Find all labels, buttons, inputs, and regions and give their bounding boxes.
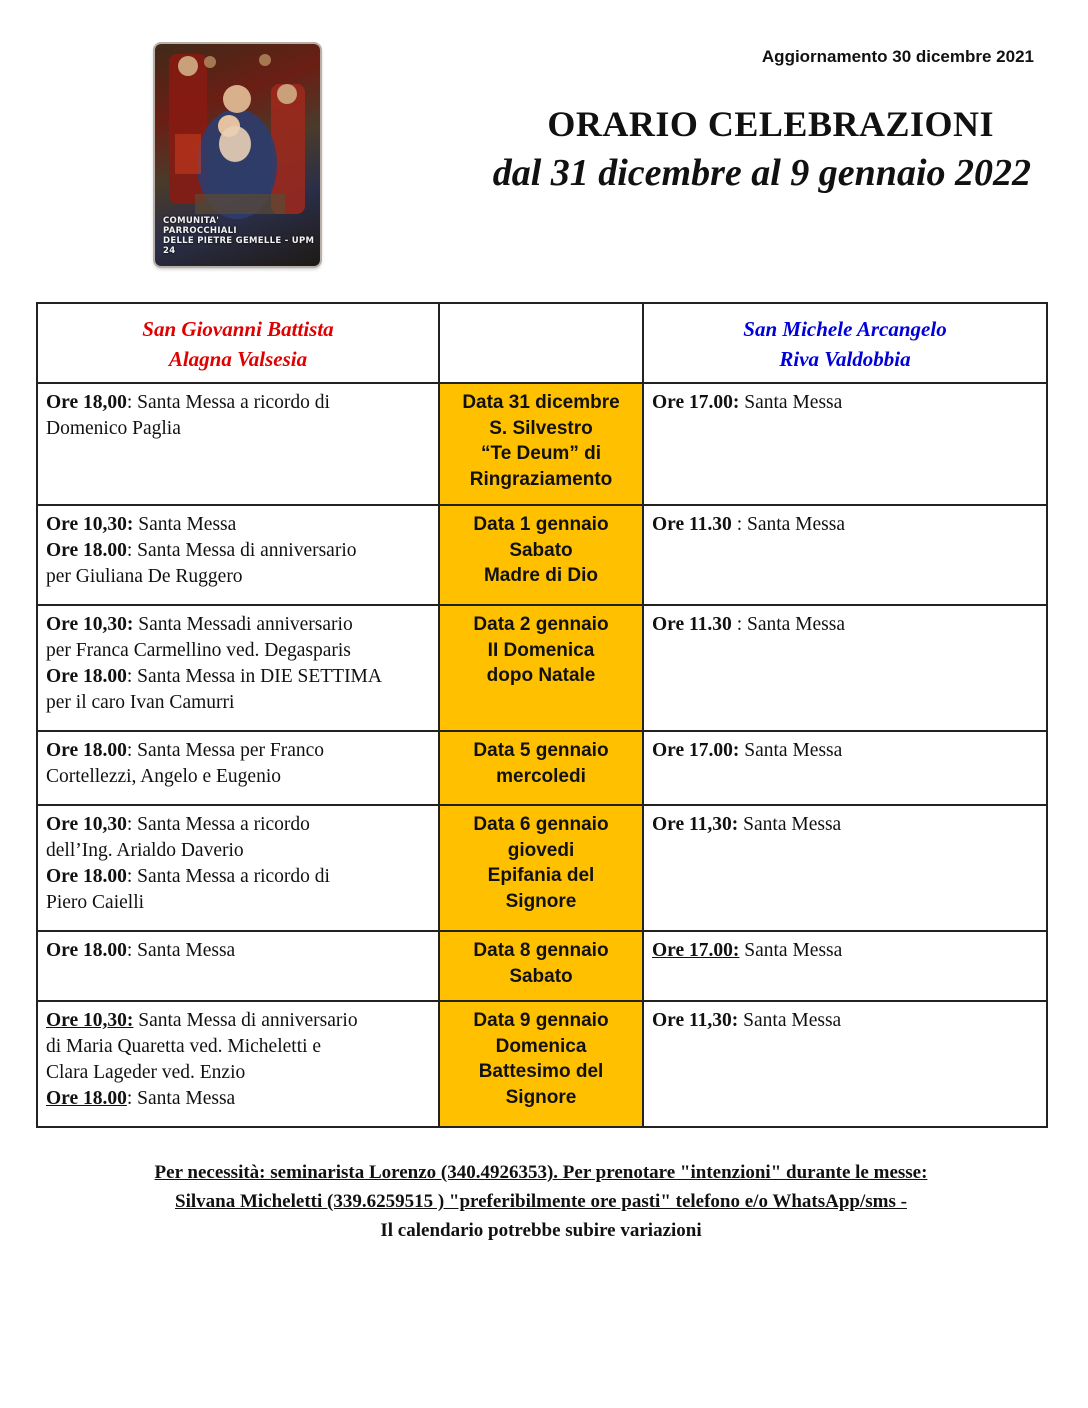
mass-description: per Franca Carmellino ved. Degasparis bbox=[46, 640, 351, 661]
table-header-row bbox=[37, 303, 1047, 383]
mass-description: : Santa Messa a ricordo di bbox=[126, 866, 330, 887]
mass-entry-line bbox=[46, 664, 430, 690]
date-cell bbox=[439, 605, 643, 731]
riva-cell bbox=[643, 931, 1047, 1001]
mass-time: Ore 18.00 bbox=[46, 540, 127, 561]
mass-description: di Maria Quaretta ved. Micheletti e bbox=[46, 1036, 322, 1057]
riva-cell bbox=[643, 383, 1047, 505]
logo-caption: COMUNITA' PARROCCHIALI DELLE PIETRE GEMELLE - UPM 24 bbox=[163, 216, 315, 256]
mass-description: Santa Messa bbox=[738, 1010, 842, 1031]
update-date: Aggiornamento 30 dicembre 2021 bbox=[761, 47, 1034, 66]
church-header-alagna bbox=[37, 303, 439, 383]
mass-time: Ore 18.00 bbox=[46, 740, 127, 761]
date-cell bbox=[439, 383, 643, 505]
mass-description: : Santa Messa bbox=[126, 940, 236, 961]
church-location: Alagna Valsesia bbox=[168, 347, 308, 371]
church-location: Riva Valdobbia bbox=[779, 347, 911, 371]
mass-entry-line bbox=[46, 764, 430, 790]
mass-entry-line bbox=[46, 390, 430, 416]
mass-entry-line bbox=[652, 512, 1038, 538]
mass-entry-line bbox=[46, 638, 430, 664]
mass-description: Santa Messadi anniversario bbox=[133, 614, 353, 635]
mass-time: Ore 10,30: bbox=[46, 614, 134, 635]
date-line: S. Silvestro bbox=[489, 417, 593, 439]
date-line: “Te Deum” di bbox=[481, 443, 601, 464]
schedule-row bbox=[37, 505, 1047, 605]
mass-entry-line bbox=[46, 890, 430, 916]
mass-entry-line bbox=[46, 838, 430, 864]
schedule-table bbox=[36, 302, 1048, 1128]
date-line: Data 2 gennaio bbox=[473, 614, 609, 635]
date-line: Data 6 gennaio bbox=[473, 814, 609, 835]
date-line: giovedi bbox=[507, 839, 575, 861]
date-line: Signore bbox=[505, 890, 577, 912]
mass-description: per il caro Ivan Camurri bbox=[46, 692, 235, 713]
mass-description: per Giuliana De Ruggero bbox=[46, 566, 243, 587]
mass-entry-line bbox=[46, 864, 430, 890]
mass-time: Ore 18.00 bbox=[46, 666, 127, 687]
mass-entry-line bbox=[46, 564, 430, 590]
parish-logo-image bbox=[155, 44, 320, 266]
date-line: Epifania del bbox=[487, 865, 595, 886]
mass-description: Clara Lageder ved. Enzio bbox=[46, 1062, 246, 1083]
mass-entry-line bbox=[652, 612, 1038, 638]
mass-description: : Santa Messa per Franco bbox=[126, 740, 325, 761]
date-line: mercoledi bbox=[496, 765, 586, 787]
schedule-row bbox=[37, 931, 1047, 1001]
mass-entry-line bbox=[46, 1060, 430, 1086]
mass-entry-line bbox=[46, 1034, 430, 1060]
schedule-row bbox=[37, 805, 1047, 931]
mass-description: Santa Messa bbox=[739, 740, 843, 761]
date-line: Data 9 gennaio bbox=[473, 1010, 609, 1031]
riva-cell bbox=[643, 731, 1047, 805]
date-line: Data 31 dicembre bbox=[462, 392, 620, 413]
mass-description: Santa Messa bbox=[738, 814, 842, 835]
mass-description: : Santa Messa bbox=[731, 514, 846, 535]
mass-entry-line bbox=[46, 416, 430, 442]
mass-entry-line bbox=[652, 812, 1038, 838]
mass-entry-line bbox=[652, 390, 1038, 416]
date-line: Data 5 gennaio bbox=[473, 740, 609, 761]
mass-time: Ore 10,30 bbox=[46, 814, 127, 835]
date-line: Ringraziamento bbox=[469, 468, 613, 490]
date-line: Sabato bbox=[509, 539, 573, 561]
church-header-riva bbox=[643, 303, 1047, 383]
mass-description: : Santa Messa bbox=[731, 614, 846, 635]
mass-description: Santa Messa bbox=[739, 392, 843, 413]
mass-entry-line bbox=[652, 738, 1038, 764]
date-line: Data 8 gennaio bbox=[473, 940, 609, 961]
date-line: II Domenica bbox=[487, 639, 595, 661]
mass-entry-line bbox=[46, 690, 430, 716]
footer-notes bbox=[36, 1158, 1046, 1245]
alagna-cell bbox=[37, 605, 439, 731]
page-subtitle: dal 31 dicembre al 9 gennaio 2022 bbox=[492, 152, 1031, 194]
mass-time: Ore 17.00: bbox=[652, 940, 740, 961]
footer-disclaimer: Il calendario potrebbe subire variazioni bbox=[380, 1220, 702, 1241]
footer-contact-line: Silvana Micheletti (339.6259515 ) "preferibilmente ore pasti" telefono e/o WhatsApp/sms - bbox=[175, 1191, 907, 1212]
mass-description: : Santa Messa di anniversario bbox=[126, 540, 357, 561]
riva-cell bbox=[643, 505, 1047, 605]
mass-time: Ore 10,30: bbox=[46, 514, 134, 535]
date-header-empty bbox=[439, 303, 643, 383]
mass-time: Ore 18.00 bbox=[46, 1088, 127, 1109]
date-line: Data 1 gennaio bbox=[473, 514, 609, 535]
mass-description: : Santa Messa a ricordo bbox=[126, 814, 310, 835]
mass-description: : Santa Messa in DIE SETTIMA bbox=[126, 666, 382, 687]
mass-time: Ore 17.00: bbox=[652, 392, 740, 413]
mass-description: Piero Caielli bbox=[46, 892, 145, 913]
alagna-cell bbox=[37, 731, 439, 805]
mass-entry-line bbox=[46, 812, 430, 838]
date-cell bbox=[439, 505, 643, 605]
footer-contact-line: Per necessità: seminarista Lorenzo (340.4926353). Per prenotare "intenzioni" durante le messe: bbox=[154, 1162, 928, 1183]
mass-description: Cortellezzi, Angelo e Eugenio bbox=[46, 766, 282, 787]
mass-description: Santa Messa bbox=[739, 940, 843, 961]
mass-entry-line bbox=[652, 938, 1038, 964]
mass-description: : Santa Messa bbox=[126, 1088, 236, 1109]
date-cell bbox=[439, 1001, 643, 1127]
page-title: ORARIO CELEBRAZIONI bbox=[547, 104, 994, 144]
mass-entry-line bbox=[46, 538, 430, 564]
mass-time: Ore 11,30: bbox=[652, 1010, 739, 1031]
date-line: Signore bbox=[505, 1086, 577, 1108]
date-cell bbox=[439, 805, 643, 931]
schedule-row bbox=[37, 1001, 1047, 1127]
mass-description: Santa Messa bbox=[133, 514, 237, 535]
schedule-row bbox=[37, 383, 1047, 505]
alagna-cell bbox=[37, 805, 439, 931]
mass-entry-line bbox=[46, 738, 430, 764]
mass-entry-line bbox=[652, 1008, 1038, 1034]
mass-entry-line bbox=[46, 938, 430, 964]
mass-time: Ore 18.00 bbox=[46, 940, 127, 961]
mass-time: Ore 11.30 bbox=[652, 614, 732, 635]
alagna-cell bbox=[37, 505, 439, 605]
date-line: Madre di Dio bbox=[483, 565, 598, 586]
alagna-cell bbox=[37, 1001, 439, 1127]
mass-description: Santa Messa di anniversario bbox=[133, 1010, 358, 1031]
mass-entry-line bbox=[46, 612, 430, 638]
schedule-row bbox=[37, 731, 1047, 805]
alagna-cell bbox=[37, 383, 439, 505]
mass-time: Ore 11,30: bbox=[652, 814, 739, 835]
schedule-row bbox=[37, 605, 1047, 731]
date-cell bbox=[439, 931, 643, 1001]
date-line: Domenica bbox=[495, 1035, 587, 1057]
riva-cell bbox=[643, 605, 1047, 731]
mass-time: Ore 10,30: bbox=[46, 1010, 134, 1031]
mass-entry-line bbox=[46, 1008, 430, 1034]
date-line: Sabato bbox=[509, 965, 573, 987]
mass-entry-line bbox=[46, 512, 430, 538]
riva-cell bbox=[643, 1001, 1047, 1127]
mass-time: Ore 18.00 bbox=[46, 866, 127, 887]
mass-time: Ore 11.30 bbox=[652, 514, 732, 535]
church-name: San Michele Arcangelo bbox=[743, 317, 947, 341]
mass-time: Ore 18,00 bbox=[46, 392, 127, 413]
mass-entry-line bbox=[46, 1086, 430, 1112]
riva-cell bbox=[643, 805, 1047, 931]
mass-description: : Santa Messa a ricordo di bbox=[126, 392, 330, 413]
date-line: Battesimo del bbox=[478, 1061, 604, 1082]
church-name: San Giovanni Battista bbox=[142, 317, 334, 341]
date-line: dopo Natale bbox=[486, 665, 596, 686]
alagna-cell bbox=[37, 931, 439, 1001]
mass-description: dell’Ing. Arialdo Daverio bbox=[46, 840, 244, 861]
mass-description: Domenico Paglia bbox=[46, 418, 181, 439]
date-cell bbox=[439, 731, 643, 805]
mass-time: Ore 17.00: bbox=[652, 740, 740, 761]
